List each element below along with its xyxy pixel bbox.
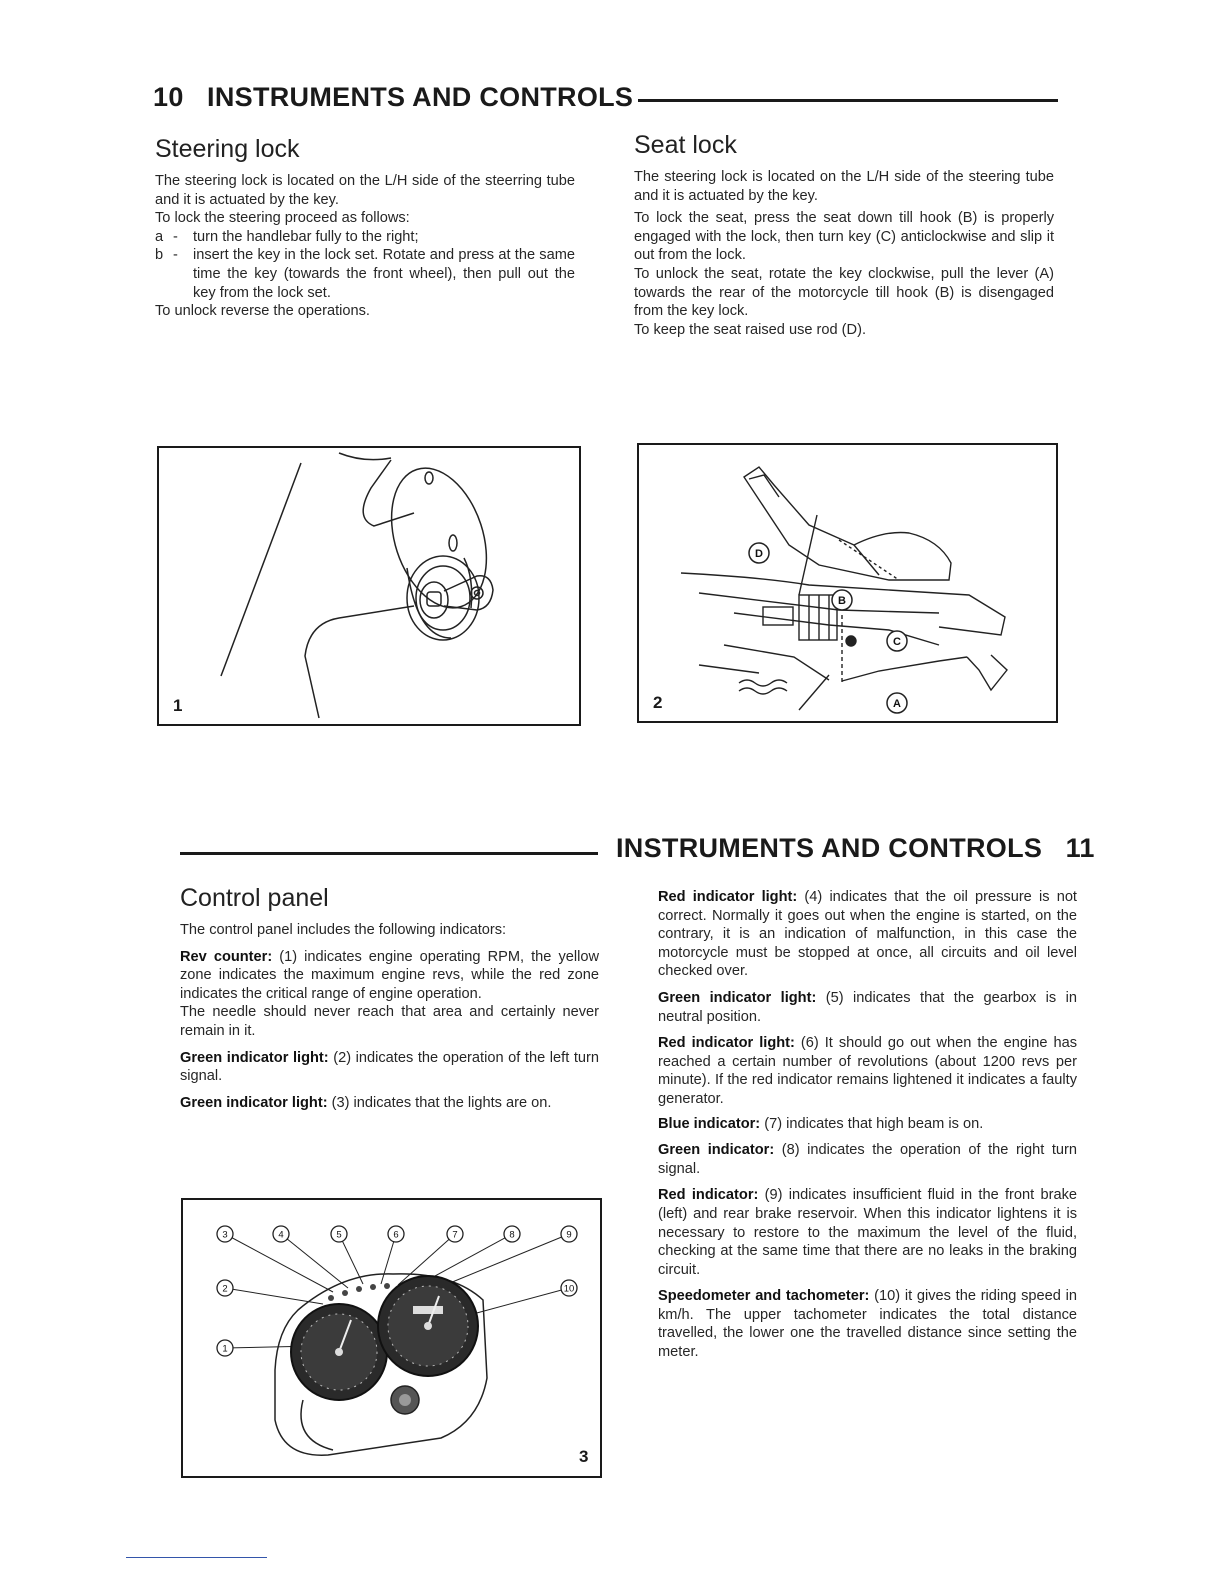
steering-lock-lead: To lock the steering proceed as follows:: [155, 210, 410, 227]
seat-lock-body: [634, 168, 1054, 339]
control-panel-section: [180, 884, 599, 1118]
fig3-callout-9: 9: [566, 1229, 572, 1241]
rev-counter-desc: Rev counter: (1) indicates engine operating RPM, the yellow zone indicates the maximum engine revs, while the red zone indicates the critical range of engine operation.: [180, 948, 599, 1002]
seat-lock-illustration: [639, 445, 1055, 720]
control-panel-intro: The control panel includes the following indicators:: [180, 922, 507, 938]
header-rule-bottom: [180, 852, 598, 855]
fig3-callout-2: 2: [222, 1283, 228, 1295]
indicator-5-desc: Green indicator light: (5) indicates that the gearbox is in neutral position.: [658, 989, 1077, 1025]
indicator-3-desc: Green indicator light: (3) indicates that the lights are on.: [180, 1094, 552, 1111]
fig3-callout-7: 7: [452, 1229, 458, 1241]
fig3-callout-1: 1: [222, 1343, 228, 1355]
header-title-top: INSTRUMENTS AND CONTROLS: [207, 82, 634, 112]
fig3-callout-10: 10: [563, 1283, 575, 1295]
steering-lock-body: [155, 172, 575, 321]
indicators-body: [658, 888, 1077, 1362]
fig3-callout-8: 8: [509, 1229, 515, 1241]
page-header-bottom: [616, 833, 1095, 864]
header-rule-top: [638, 99, 1058, 102]
indicator-4-desc: Red indicator light: (4) indicates that the oil pressure is not correct. Normally it goes out when the engine is started, on the contrary, it is an indication of malfunction, in this case the motorcycle must be stopped at once, all circuits and oil level checked over.: [658, 889, 1077, 980]
fig2-label-c: C: [893, 636, 901, 648]
steering-step-a: a - turn the handlebar fully to the right;: [155, 228, 419, 245]
footnote-rule: [126, 1557, 267, 1558]
seat-lock-p1: The steering lock is located on the L/H side of the steering tube and it is actuated by the key.: [634, 169, 1054, 204]
page-number-bottom: 11: [1065, 833, 1095, 863]
indicator-6-desc: Red indicator light: (6) It should go out when the engine has reached a certain number of revolutions (about 1200 revs per minute). If the red indicator remains lightened it indicates a faulty generator.: [658, 1035, 1077, 1107]
figure-1-steering-lock: [157, 446, 581, 726]
seat-lock-p2: To lock the seat, press the seat down till hook (B) is properly engaged with the lock, then turn key (C) anticlockwise and slip it out from the lock.: [634, 210, 1054, 264]
fig2-label-a: A: [893, 698, 901, 710]
fig3-callout-6: 6: [393, 1229, 399, 1241]
fig2-label-b: B: [838, 595, 846, 607]
figure-2-seat-lock: [637, 443, 1058, 723]
steering-lock-intro: The steering lock is located on the L/H side of the steerring tube and it is actuated by the key.: [155, 173, 575, 208]
fig3-callout-4: 4: [278, 1229, 284, 1241]
steering-lock-section: [155, 135, 575, 321]
control-panel-body: [180, 921, 599, 1112]
fig3-callout-3: 3: [222, 1229, 228, 1241]
seat-lock-title: Seat lock: [634, 131, 737, 159]
seat-lock-section: [634, 131, 1054, 339]
figure-1-number: 1: [173, 696, 183, 715]
indicator-2-desc: Green indicator light: (2) indicates the operation of the left turn signal.: [180, 1049, 599, 1085]
indicator-9-desc: Red indicator: (9) indicates insufficient fluid in the front brake (left) and rear brake reservoir. When this indicator lightens it is necessary to restore to the maximum the level of the fluid, checking at the same time that there are no leaks in the braking circuit.: [658, 1187, 1078, 1278]
fig2-label-d: D: [755, 548, 763, 560]
rev-counter-warning: The needle should never reach that area and certainly never remain in it.: [180, 1004, 599, 1039]
indicator-8-desc: Green indicator: (8) indicates the operation of the right turn signal.: [658, 1142, 1078, 1177]
figure-2-number: 2: [653, 693, 663, 712]
page-number-top: 10: [153, 82, 184, 112]
seat-lock-p4: To keep the seat raised use rod (D).: [634, 321, 866, 338]
indicator-10-desc: Speedometer and tachometer: (10) it gives the riding speed in km/h. The upper tachometer indicates the total distance travelled, the lower one the travelled distance since setting the meter.: [658, 1288, 1077, 1361]
control-panel-title: Control panel: [180, 884, 329, 912]
indicators-section: [658, 888, 1077, 1368]
seat-lock-p3: To unlock the seat, rotate the key clockwise, pull the lever (A) towards the rear of the motorcycle till hook (B) is disengaged from the key lock.: [634, 265, 1054, 320]
figure-3-number: 3: [579, 1447, 589, 1466]
steering-lock-unlock: To unlock reverse the operations.: [155, 303, 370, 320]
figure-3-control-panel: [181, 1198, 602, 1478]
header-title-bottom: INSTRUMENTS AND CONTROLS: [616, 833, 1043, 863]
steering-lock-illustration: [159, 448, 578, 723]
fig3-callout-5: 5: [336, 1229, 342, 1241]
page-header-top: [153, 82, 633, 113]
indicator-7-desc: Blue indicator: (7) indicates that high beam is on.: [658, 1115, 984, 1132]
control-panel-illustration: [183, 1200, 599, 1475]
steering-step-b: b - insert the key in the lock set. Rotate and press at the same time the key (towards the front wheel), then pull out the key from the lock set.: [155, 247, 575, 301]
steering-lock-title: Steering lock: [155, 135, 300, 163]
